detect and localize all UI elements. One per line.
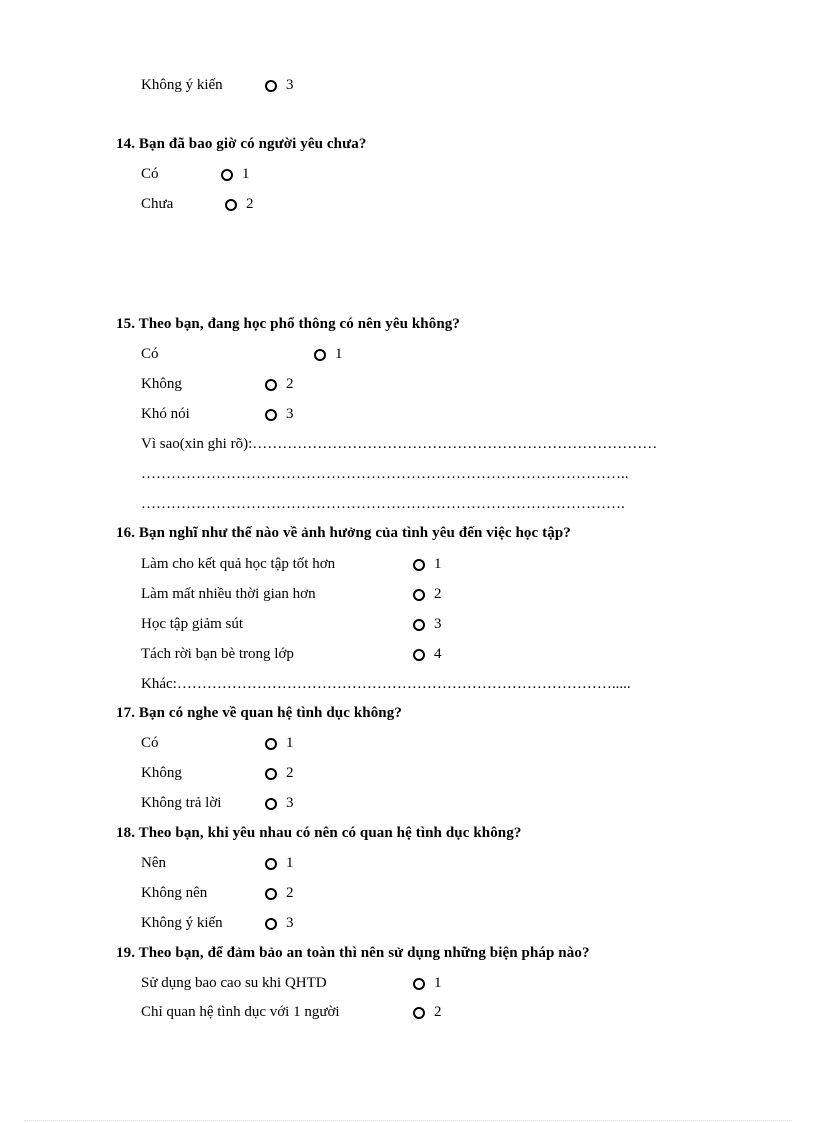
code-number: 4 [434,646,442,662]
answer-code[interactable] [265,406,294,423]
answer-code[interactable] [413,975,442,992]
radio-bullet-icon [265,888,277,900]
radio-bullet-icon [265,768,277,780]
code-number: 3 [434,616,442,632]
radio-bullet-icon [265,798,277,810]
option-label: Chỉ quan hệ tình dục với 1 người [141,1004,340,1020]
radio-bullet-icon [265,409,277,421]
answer-code[interactable] [314,346,343,363]
radio-bullet-icon [225,199,237,211]
option-label: Không ý kiến [141,77,223,93]
option-label: Làm mất nhiều thời gian hơn [141,586,316,602]
code-number: 2 [246,196,254,212]
radio-bullet-icon [413,619,425,631]
radio-bullet-icon [265,918,277,930]
answer-code[interactable] [221,166,250,183]
code-number: 3 [286,795,294,811]
code-number: 2 [434,1004,442,1020]
page-bottom-divider [24,1120,792,1121]
code-number: 1 [434,556,442,572]
answer-code[interactable] [265,765,294,782]
code-number: 2 [286,885,294,901]
answer-code[interactable] [413,586,442,603]
option-label: Nên [141,855,166,871]
question-18-title: 18. Theo bạn, khi yêu nhau có nên có quan hệ tình dục không? [116,825,522,841]
code-number: 2 [286,376,294,392]
answer-code[interactable] [413,646,442,663]
answer-code[interactable] [265,795,294,812]
question-14-title: 14. Bạn đã bao giờ có người yêu chưa? [116,136,367,152]
radio-bullet-icon [413,978,425,990]
answer-code[interactable] [265,376,294,393]
option-label: Có [141,346,159,362]
option-label: Sử dụng bao cao su khi QHTD [141,975,327,991]
answer-code[interactable] [265,735,294,752]
radio-bullet-icon [221,169,233,181]
radio-bullet-icon [265,738,277,750]
radio-bullet-icon [413,559,425,571]
radio-bullet-icon [314,349,326,361]
option-label: Có [141,166,159,182]
code-number: 1 [434,975,442,991]
write-in-line[interactable]: Khác:……………………………………………………………………………..... [141,676,631,692]
answer-code[interactable] [265,915,294,932]
code-number: 2 [434,586,442,602]
question-19-title: 19. Theo bạn, để đảm bảo an toàn thì nên sử dụng những biện pháp nào? [116,945,590,961]
answer-code[interactable] [225,196,254,213]
answer-code[interactable] [265,77,294,94]
question-15-title: 15. Theo bạn, đang học phổ thông có nên yêu không? [116,316,460,332]
option-label: Không trả lời [141,795,222,811]
option-label: Tách rời bạn bè trong lớp [141,646,294,662]
option-label: Làm cho kết quả học tập tốt hơn [141,556,336,572]
option-label: Chưa [141,196,174,212]
option-label: Khó nói [141,406,190,422]
write-in-line[interactable]: Vì sao(xin ghi rõ):……………………………………………………………………… [141,436,658,452]
code-number: 1 [242,166,250,182]
option-label: Không ý kiến [141,915,223,931]
write-in-line[interactable]: ……………………………………………………………………………………. [141,496,625,512]
code-number: 2 [286,765,294,781]
question-16-title: 16. Bạn nghĩ như thế nào về ảnh hưởng của tình yêu đến việc học tập? [116,525,571,541]
option-label: Không nên [141,885,208,901]
code-number: 1 [286,855,294,871]
option-label: Không [141,765,182,781]
radio-bullet-icon [413,1007,425,1019]
question-17-title: 17. Bạn có nghe về quan hệ tình dục không? [116,705,402,721]
answer-code[interactable] [413,556,442,573]
answer-code[interactable] [265,855,294,872]
radio-bullet-icon [265,858,277,870]
radio-bullet-icon [413,589,425,601]
answer-code[interactable] [413,616,442,633]
code-number: 3 [286,915,294,931]
radio-bullet-icon [265,379,277,391]
code-number: 1 [335,346,343,362]
option-label: Không [141,376,182,392]
option-label: Học tập giảm sút [141,616,244,632]
write-in-line[interactable]: …………………………………………………………………………………….. [141,466,629,482]
answer-code[interactable] [413,1004,442,1021]
code-number: 3 [286,77,294,93]
code-number: 1 [286,735,294,751]
code-number: 3 [286,406,294,422]
answer-code[interactable] [265,885,294,902]
option-label: Có [141,735,159,751]
radio-bullet-icon [265,80,277,92]
radio-bullet-icon [413,649,425,661]
